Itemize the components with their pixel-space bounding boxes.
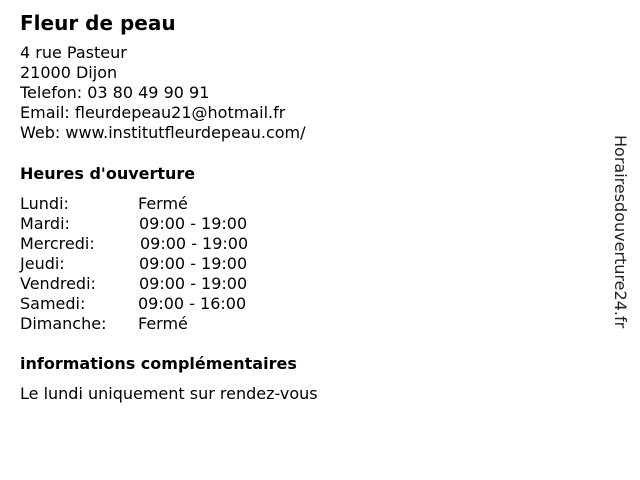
business-name: Fleur de peau <box>20 11 176 35</box>
day-hours: 09:00 - 19:00 <box>139 274 248 293</box>
opening-hours-heading: Heures d'ouverture <box>20 164 196 183</box>
address-block <box>20 43 306 143</box>
day-hours: 09:00 - 16:00 <box>138 294 247 313</box>
day-label: Samedi: <box>20 294 86 313</box>
street-address: 4 rue Pasteur <box>20 43 127 62</box>
day-hours: 09:00 - 19:00 <box>140 234 249 253</box>
additional-info-text: Le lundi uniquement sur rendez-vous <box>20 384 318 403</box>
email-address: Email: fleurdepeau21@hotmail.fr <box>20 103 286 122</box>
day-hours: Fermé <box>138 314 188 333</box>
day-label: Mercredi: <box>20 234 95 253</box>
day-hours: 09:00 - 19:00 <box>139 214 248 233</box>
day-label: Dimanche: <box>20 314 107 333</box>
site-watermark: Horairesdouverture24.fr <box>611 135 630 329</box>
day-label: Mardi: <box>20 214 70 233</box>
phone-number: Telefon: 03 80 49 90 91 <box>20 83 210 102</box>
day-label: Jeudi: <box>20 254 65 273</box>
day-label: Lundi: <box>20 194 69 213</box>
postal-city: 21000 Dijon <box>20 63 118 82</box>
day-hours: Fermé <box>138 194 188 213</box>
additional-info-heading: informations complémentaires <box>20 354 297 373</box>
website: Web: www.institutfleurdepeau.com/ <box>20 123 306 142</box>
day-label: Vendredi: <box>20 274 96 293</box>
day-hours: 09:00 - 19:00 <box>139 254 248 273</box>
